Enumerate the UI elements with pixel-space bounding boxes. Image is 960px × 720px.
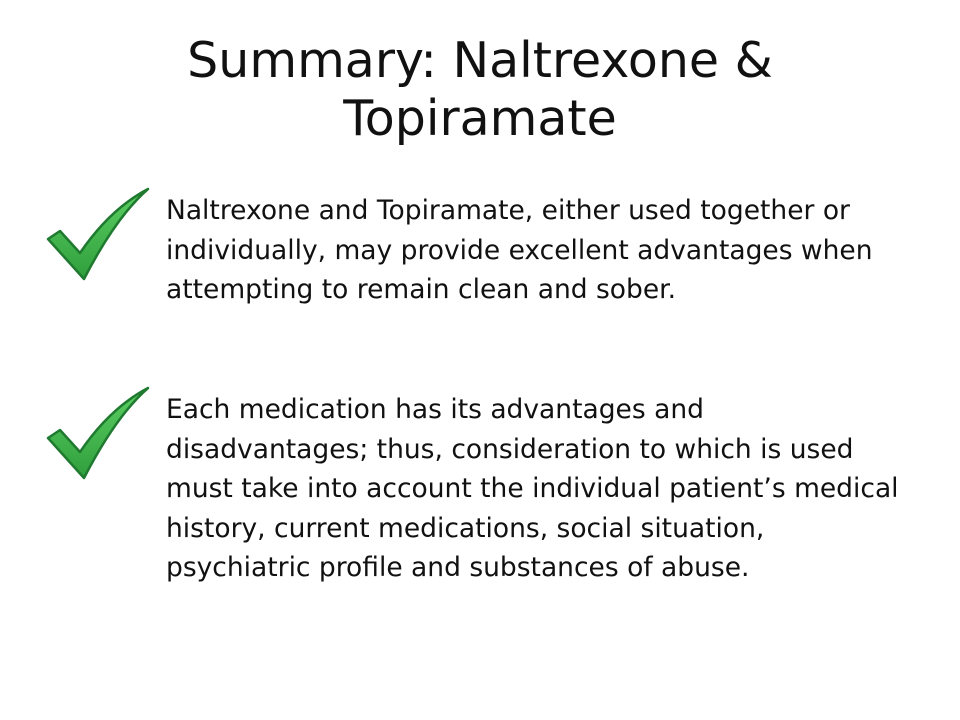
bullet-text: Each medication has its advantages and disadvantages; thus, consideration to which is used must take into account the individual patient’s medical history, current medications, social situation, psychiatric profile and substances of abuse.	[166, 394, 899, 583]
bullet-text: Naltrexone and Topiramate, either used together or individually, may provide excellent advantages when attempting to remain clean and sober.	[166, 195, 873, 305]
checkmark-icon	[44, 187, 154, 285]
checkmark-icon	[44, 386, 154, 484]
slide-title: Summary: Naltrexone & Topiramate	[187, 32, 773, 147]
